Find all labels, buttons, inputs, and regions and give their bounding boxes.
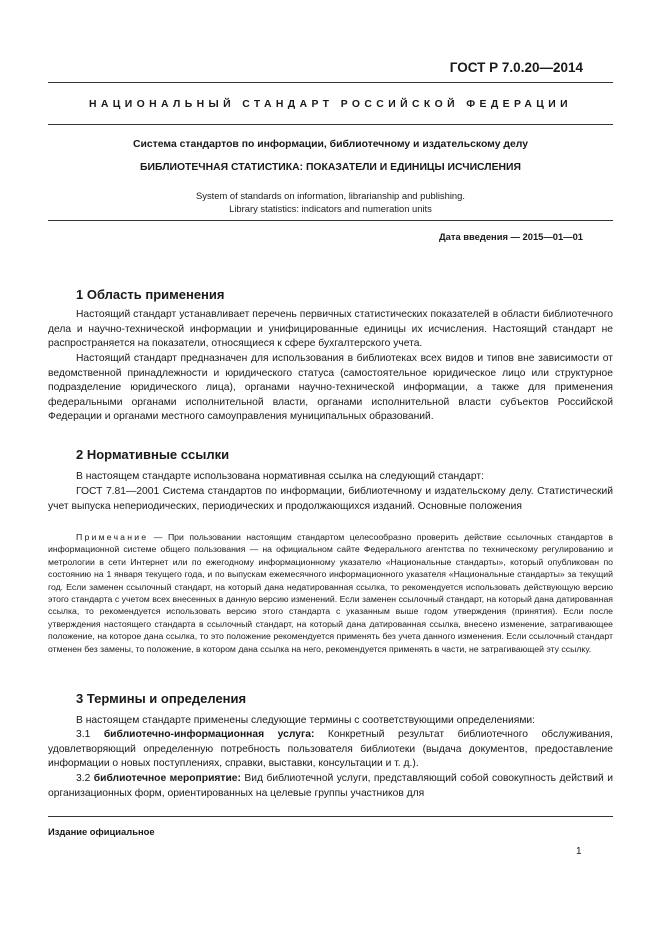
document-title-ru: БИБЛИОТЕЧНАЯ СТАТИСТИКА: ПОКАЗАТЕЛИ И ЕДИНИЦЫ ИСЧИСЛЕНИЯ xyxy=(140,162,521,173)
system-title-en: System of standards on information, librarianship and publishing. xyxy=(196,190,465,201)
section-1-paragraph-2 xyxy=(48,352,613,425)
standard-code: ГОСТ Р 7.0.20—2014 xyxy=(449,60,583,75)
term-3-1-name: библиотечно-информационная услуга: xyxy=(103,729,315,740)
section-2-p1-text: В настоящем стандарте использована нормативная ссылка на следующий стандарт: xyxy=(76,471,484,482)
page-number: 1 xyxy=(576,846,582,857)
term-3-1 xyxy=(48,728,613,772)
system-title-ru: Система стандартов по информации, библиотечному и издательскому делу xyxy=(133,139,528,150)
title-divider xyxy=(48,124,613,125)
term-3-2-name: библиотечное мероприятие: xyxy=(93,773,241,784)
term-3-2-definition: Вид библиотечной услуги, представляющий собой совокупность действий и организационных форм, ориентированных на целевые группы участников для xyxy=(48,773,613,799)
section-2-p2-text: ГОСТ 7.81—2001 Система стандартов по информации, библиотечному и издательскому делу. Статистический учет выпуска непериодических, периодических и продолжающихся изданий. Основные положения xyxy=(48,486,613,512)
document-title-en: Library statistics: indicators and numeration units xyxy=(229,203,432,214)
note-label: Примечание xyxy=(76,532,149,542)
section-1-p2-text: Настоящий стандарт предназначен для использования в библиотеках всех видов и типов вне зависимости от ведомственной принадлежности и юридического статуса (самостоятельное юридическое лицо или структурное подразделение юридического лица), органами научно-технической информации, а также для применения федеральными органами исполнительной власти, органами исполнительной власти субъектов Российской Федерации и органами местного самоуправления муниципальных образований. xyxy=(48,353,613,423)
section-2-heading: 2 Нормативные ссылки xyxy=(76,447,230,462)
official-edition-label: Издание официальное xyxy=(48,826,155,837)
note-text: — При пользовании настоящим стандартом целесообразно проверить действие ссылочных стандартов в информационной системе общего пользования — на официальном сайте Федерального агентства по техническому регулированию и метрологии в сети Интернет или по ежегодному информационному указателю «Национальные стандарты», который опубликован по состоянию на 1 января текущего года, и по выпускам ежемесячного информационного указателя «Национальные стандарты» за текущий год. Если заменен ссылочный стандарт, на который дана недатированная ссылка, то рекомендуется использовать действующую версию этого стандарта с учетом всех внесенных в данную версию изменений. Если заменен ссылочный стандарт, на который дана датированная ссылка, то рекомендуется использовать версию этого стандарта с указанным выше годом утверждения (принятия). Если после утверждения настоящего стандарта в ссылочный стандарт, на который дана датированная ссылка, внесено изменение, затрагивающее положение, на которое дана ссылка, то это положение рекомендуется применять без учета данного изменения. Если ссылочный стандарт отменен без замены, то положение, в котором дана ссылка на него, рекомендуется применять в части, не затрагивающей эту ссылку. xyxy=(48,532,613,654)
section-1-paragraph-1 xyxy=(48,308,613,352)
title-en xyxy=(48,189,613,215)
term-3-1-definition: Конкретный результат библиотечного обслуживания, удовлетворяющий определенную потребность пользователя библиотеки (выдача документов, предоставление информации о новых поступлениях, справки, выставки, консультации и т. д.). xyxy=(48,729,613,770)
section-3-heading: 3 Термины и определения xyxy=(76,691,247,706)
section-3-p1-text: В настоящем стандарте применены следующие термины с соответствующими определениями: xyxy=(76,715,536,726)
section-2-reference xyxy=(48,485,613,514)
term-3-2-number: 3.2 xyxy=(76,773,94,784)
section-1-heading: 1 Область применения xyxy=(76,287,225,302)
section-2-note xyxy=(48,531,613,655)
top-divider xyxy=(48,82,613,83)
section-1-p1-text: Настоящий стандарт устанавливает перечень первичных статистических показателей в области библиотечного дела и научно-технической информации и унифицированные единицы их исчисления. Настоящий стандарт не распространяется на показатели, относящиеся к сфере бухгалтерского учета. xyxy=(48,309,613,350)
national-standard-heading: НАЦИОНАЛЬНЫЙ СТАНДАРТ РОССИЙСКОЙ ФЕДЕРАЦИИ xyxy=(88,99,573,110)
term-3-1-number: 3.1 xyxy=(76,729,104,740)
date-divider xyxy=(48,220,613,221)
section-3-paragraph-1 xyxy=(48,714,613,729)
footer-divider xyxy=(48,816,613,817)
introduction-date: Дата введения — 2015—01—01 xyxy=(438,231,583,242)
section-2-paragraph-1 xyxy=(48,470,613,485)
term-3-2 xyxy=(48,772,613,801)
